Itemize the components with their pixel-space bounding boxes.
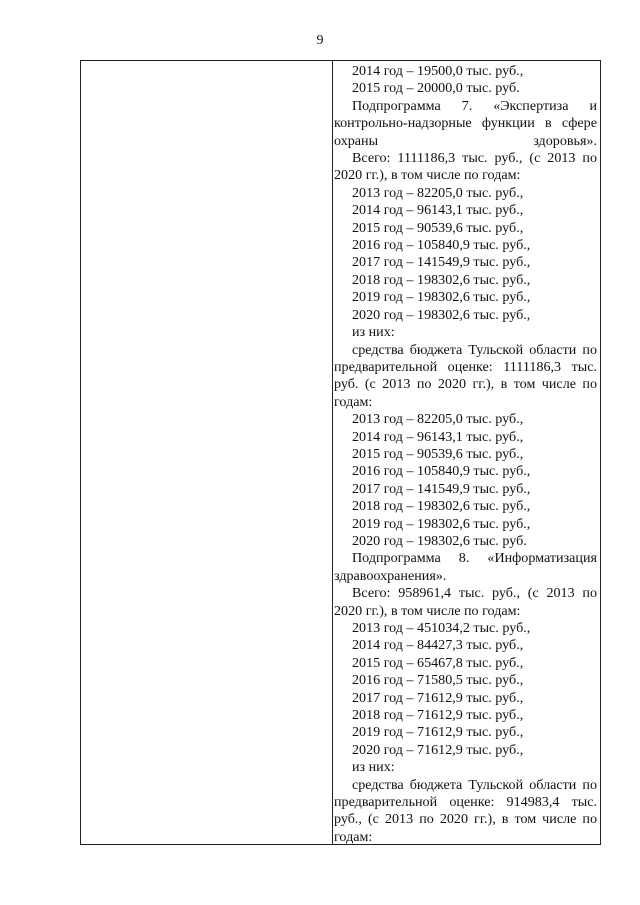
text-line: 2017 год – 141549,9 тыс. руб., (352, 480, 531, 497)
page-number: 9 (316, 33, 324, 48)
text-line: 2016 год – 105840,9 тыс. руб., (352, 237, 531, 254)
text-line: 2020 год – 71612,9 тыс. руб., (352, 741, 524, 758)
text-line: 2014 год – 84427,3 тыс. руб., (352, 637, 524, 654)
text-line: из них: (352, 324, 395, 341)
text-line: 2015 год – 65467,8 тыс. руб., (352, 654, 524, 671)
text-line: 2018 год – 198302,6 тыс. руб., (352, 498, 531, 515)
text-line: 2019 год – 71612,9 тыс. руб., (352, 724, 524, 741)
text-paragraph: Всего: 1111186,3 тыс. руб., (с 2013 по 2020 гг.), в том числе по годам: (334, 150, 597, 184)
text-paragraph: средства бюджета Тульской области по предварительной оценке: 1111186,3 тыс. руб. (с 2013 по 2020 гг.), в том числе по годам: (334, 341, 597, 410)
text-line: 2016 год – 71580,5 тыс. руб., (352, 672, 524, 689)
text-line: 2020 год – 198302,6 тыс. руб. (352, 532, 527, 549)
budget-table (80, 60, 601, 845)
table-right-cell (334, 63, 597, 846)
text-line: из них: (352, 759, 395, 776)
table-left-cell (81, 61, 332, 844)
text-line: 2015 год – 20000,0 тыс. руб. (352, 80, 520, 97)
text-line: 2019 год – 198302,6 тыс. руб., (352, 289, 531, 306)
text-paragraph: Всего: 958961,4 тыс. руб., (с 2013 по 2020 гг.), в том числе по годам: (334, 585, 597, 619)
text-paragraph: Подпрограмма 8. «Информатизация здравоохранения». (334, 550, 597, 584)
text-line: 2019 год – 198302,6 тыс. руб., (352, 515, 531, 532)
text-line: 2014 год – 19500,0 тыс. руб., (352, 63, 524, 79)
text-line: 2013 год – 451034,2 тыс. руб., (352, 620, 531, 636)
text-line: 2018 год – 71612,9 тыс. руб., (352, 707, 524, 724)
text-line: 2013 год – 82205,0 тыс. руб., (352, 184, 524, 201)
text-line: 2015 год – 90539,6 тыс. руб., (352, 445, 524, 462)
column-divider (332, 61, 333, 844)
text-line: 2017 год – 141549,9 тыс. руб., (352, 254, 531, 271)
text-line: 2013 год – 82205,0 тыс. руб., (352, 411, 524, 428)
text-paragraph: средства бюджета Тульской области по предварительной оценке: 914983,4 тыс. руб., (с 2013 по 2020 гг.), в том числе по годам: (334, 776, 597, 845)
text-paragraph: Подпрограмма 7. «Экспертиза и контрольно-надзорные функции в сфере охраны здоровья». (334, 97, 597, 149)
text-line: 2015 год – 90539,6 тыс. руб., (352, 219, 524, 236)
text-line: 2020 год – 198302,6 тыс. руб., (352, 306, 531, 323)
text-line: 2017 год – 71612,9 тыс. руб., (352, 689, 524, 706)
text-line: 2014 год – 96143,1 тыс. руб., (352, 428, 524, 445)
text-line: 2018 год – 198302,6 тыс. руб., (352, 271, 531, 288)
text-line: 2016 год – 105840,9 тыс. руб., (352, 463, 531, 480)
text-line: 2014 год – 96143,1 тыс. руб., (352, 202, 524, 219)
